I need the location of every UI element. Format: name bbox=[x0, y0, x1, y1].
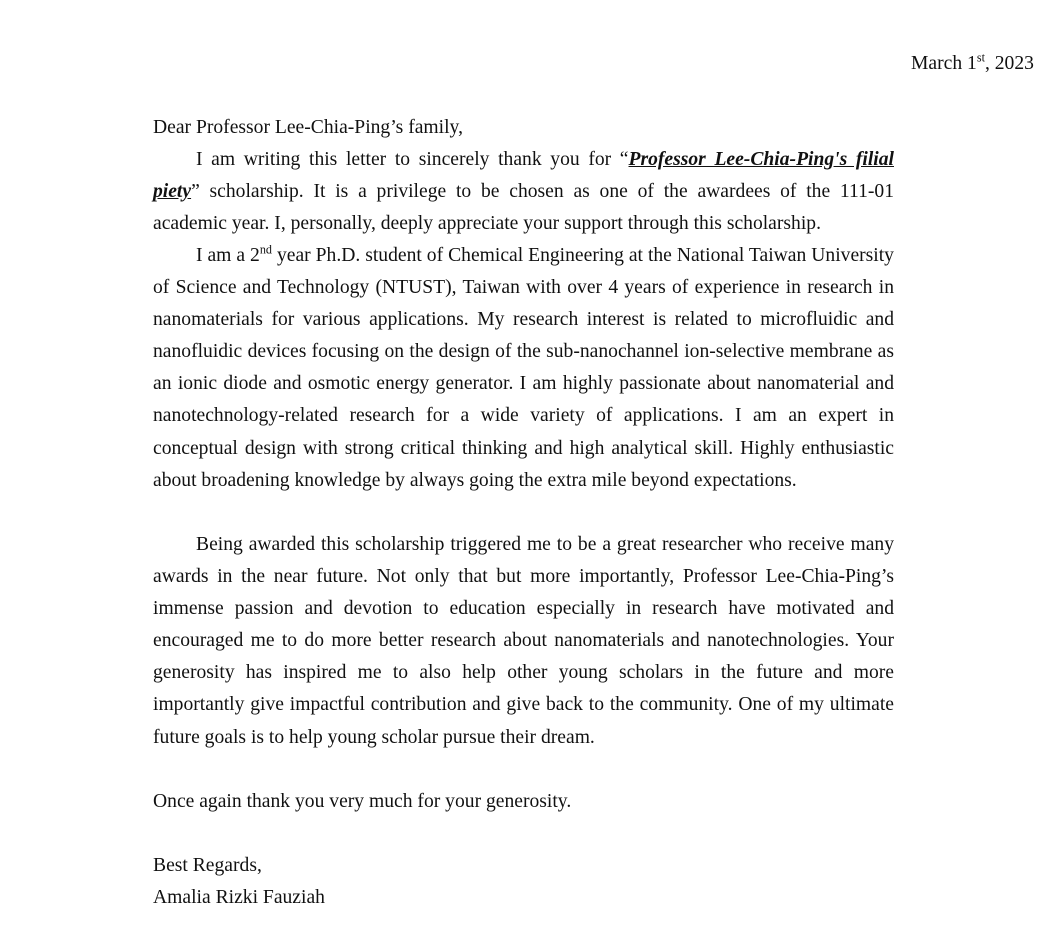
salutation: Dear Professor Lee-Chia-Ping’s family, bbox=[153, 117, 463, 138]
paragraph-background bbox=[153, 240, 894, 497]
paragraph-impact: Being awarded this scholarship triggered me to be a great researcher who receive many awards in the near future. Not only that but more importantly, Professor Lee-Chia-Ping’s immense passion and devotion to education especially in research have motivated and encouraged me to do more better research about nanomaterials and nanotechnologies. Your generosity has inspired me to also help other young scholars in the future and more importantly give impactful contribution and give back to the community. One of my ultimate future goals is to help young scholar pursue their dream. bbox=[153, 534, 894, 748]
letter-date bbox=[911, 51, 1034, 77]
paragraph-thanks-rest: ” scholarship. It is a privilege to be chosen as one of the awardees of the 111-01 academic year. I, personally, deeply appreciate your support through this scholarship. bbox=[153, 181, 894, 235]
scholarship-name: Professor Lee-Chia-Ping's filial piety bbox=[153, 149, 894, 203]
date-month-day: March 1 bbox=[911, 53, 977, 74]
ordinal-suffix: nd bbox=[259, 242, 272, 257]
paragraph-background-intro: I am a 2 bbox=[196, 245, 260, 266]
date-day-suffix: st bbox=[976, 50, 985, 65]
date-year: , 2023 bbox=[984, 53, 1034, 74]
closing-line: Once again thank you very much for your generosity. bbox=[153, 791, 572, 812]
paragraph-thanks bbox=[153, 144, 894, 240]
signature-name: Amalia Rizki Fauziah bbox=[153, 887, 325, 908]
valediction: Best Regards, bbox=[153, 855, 262, 876]
paragraph-background-rest: year Ph.D. student of Chemical Engineering at the National Taiwan University of Science and Technology (NTUST), Taiwan with over 4 years of experience in research in nanomaterials for various applications. My research interest is related to microfluidic and nanofluidic devices focusing on the design of the sub-nanochannel ion-selective membrane as an ionic diode and osmotic energy generator. I am highly passionate about nanomaterial and nanotechnology-related research for a wide variety of applications. I am an expert in conceptual design with strong critical thinking and high analytical skill. Highly enthusiastic about broadening knowledge by always going the extra mile beyond expectations. bbox=[153, 245, 894, 491]
paragraph-thanks-intro: I am writing this letter to sincerely thank you for “ bbox=[196, 149, 629, 170]
